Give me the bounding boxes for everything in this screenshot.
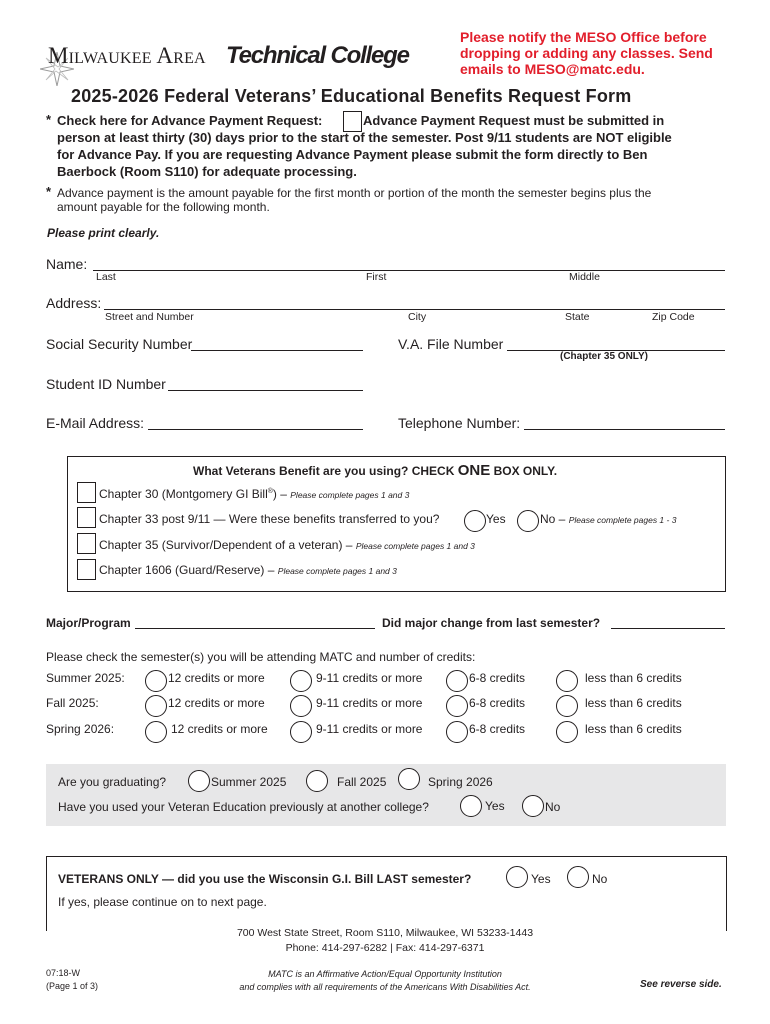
advance-text: Baerbock (Room S110) for adequate processing.: [57, 164, 357, 179]
eeo-statement: and complies with all requirements of the Americans With Disabilities Act.: [239, 982, 531, 992]
name-label: Name:: [46, 256, 88, 272]
no-label: No: [592, 872, 608, 886]
spring-12-radio[interactable]: [145, 721, 167, 743]
advance-payment-checkbox[interactable]: [343, 111, 362, 132]
fall-9-11-radio[interactable]: [290, 695, 312, 717]
logo-part2: Technical College: [226, 42, 409, 69]
graduating-spring-radio[interactable]: [398, 768, 420, 790]
yes-label: Yes: [531, 872, 551, 886]
option-label: 6-8 credits: [469, 671, 526, 685]
chapter33-no-radio[interactable]: [517, 510, 539, 532]
yes-label: Yes: [486, 512, 506, 526]
option-label: less than 6 credits: [585, 696, 682, 710]
city-label: City: [408, 311, 427, 323]
chapter35-label: Chapter 35 (Survivor/Dependent of a veteran) – Please complete pages 1 and 3: [99, 538, 475, 552]
wi-gi-no-radio[interactable]: [567, 866, 589, 888]
major-label: Major/Program: [46, 616, 131, 630]
fall-6-8-radio[interactable]: [446, 695, 468, 717]
no-label: No: [545, 800, 561, 814]
print-clearly: Please print clearly.: [47, 226, 160, 240]
student-id-label: Student ID Number: [46, 376, 166, 392]
graduating-question: Are you graduating?: [58, 775, 167, 789]
graduating-option: Fall 2025: [337, 775, 387, 789]
semester-label: Spring 2026:: [46, 722, 115, 736]
summer-6-8-radio[interactable]: [446, 670, 468, 692]
wi-gi-question: VETERANS ONLY — did you use the Wisconsin G.I. Bill LAST semester?: [58, 872, 472, 886]
continue-note: If yes, please continue on to next page.: [58, 895, 267, 909]
chapter30-label: Chapter 30 (Montgomery GI Bill®) – Please complete pages 1 and 3: [99, 487, 410, 501]
student-id-field[interactable]: [168, 390, 363, 391]
graduating-option: Spring 2026: [428, 775, 493, 789]
option-label: 9-11 credits or more: [316, 671, 423, 685]
option-label: 12 credits or more: [171, 722, 268, 736]
telephone-label: Telephone Number:: [398, 415, 521, 431]
first-label: First: [366, 271, 387, 283]
chapter33-yes-radio[interactable]: [464, 510, 486, 532]
zip-label: Zip Code: [652, 311, 695, 323]
major-field[interactable]: [135, 628, 375, 629]
eeo-statement: MATC is an Affirmative Action/Equal Opportunity Institution: [268, 969, 502, 979]
ssn-field[interactable]: [191, 350, 363, 351]
page-number: (Page 1 of 3): [46, 981, 99, 991]
used-before-question: Have you used your Veteran Education previously at another college?: [58, 800, 429, 814]
semester-label: Fall 2025:: [46, 696, 99, 710]
advance-note: amount payable for the following month.: [57, 200, 270, 214]
email-field[interactable]: [148, 429, 363, 430]
form-code: 07:18-W: [46, 968, 81, 978]
option-label: 6-8 credits: [469, 696, 526, 710]
graduating-summer-radio[interactable]: [188, 770, 210, 792]
spring-6-8-radio[interactable]: [446, 721, 468, 743]
advance-text: person at least thirty (30) days prior to the start of the semester. Post 9/11 students are NOT eligible: [57, 130, 672, 145]
chapter33-checkbox[interactable]: [77, 507, 96, 528]
address-label: Address:: [46, 295, 102, 311]
chapter30-checkbox[interactable]: [77, 482, 96, 503]
summer-12-radio[interactable]: [145, 670, 167, 692]
spring-less-6-radio[interactable]: [556, 721, 578, 743]
graduating-section: [46, 764, 726, 826]
va-file-label: V.A. File Number: [398, 336, 504, 352]
chapter35-checkbox[interactable]: [77, 533, 96, 554]
footer-address: 700 West State Street, Room S110, Milwaukee, WI 53233-1443: [236, 927, 534, 939]
major-change-field[interactable]: [611, 628, 725, 629]
fall-less-6-radio[interactable]: [556, 695, 578, 717]
used-before-no-radio[interactable]: [522, 795, 544, 817]
chapter33-label: Chapter 33 post 9/11 — Were these benefits transferred to you?: [99, 512, 440, 526]
option-label: 9-11 credits or more: [316, 696, 423, 710]
chapter33-no-label: No – Please complete pages 1 - 3: [540, 512, 677, 526]
option-label: less than 6 credits: [585, 722, 682, 736]
footer-phone: Phone: 414-297-6282 | Fax: 414-297-6371: [285, 942, 485, 954]
telephone-field[interactable]: [524, 429, 725, 430]
summer-9-11-radio[interactable]: [290, 670, 312, 692]
wi-gi-section: [46, 856, 727, 931]
chapter1606-label: Chapter 1606 (Guard/Reserve) – Please complete pages 1 and 3: [99, 563, 397, 577]
semester-prompt: Please check the semester(s) you will be attending MATC and number of credits:: [46, 650, 476, 664]
summer-less-6-radio[interactable]: [556, 670, 578, 692]
wi-gi-yes-radio[interactable]: [506, 866, 528, 888]
name-field[interactable]: [93, 270, 725, 271]
middle-label: Middle: [569, 271, 600, 283]
major-change-label: Did major change from last semester?: [382, 616, 601, 630]
logo-part1: Milwaukee Area: [48, 43, 206, 68]
graduating-fall-radio[interactable]: [306, 770, 328, 792]
address-field[interactable]: [104, 309, 725, 310]
spring-9-11-radio[interactable]: [290, 721, 312, 743]
option-label: 6-8 credits: [469, 722, 526, 736]
ssn-label: Social Security Number: [46, 336, 193, 352]
option-label: 12 credits or more: [168, 696, 265, 710]
benefits-header: What Veterans Benefit are you using? CHECK ONE BOX ONLY.: [193, 462, 558, 479]
form-title: 2025-2026 Federal Veterans’ Educational Benefits Request Form: [71, 86, 632, 106]
option-label: 12 credits or more: [168, 671, 265, 685]
advance-note: Advance payment is the amount payable for the first month or portion of the month the semester begins plus the: [57, 186, 652, 200]
semester-label: Summer 2025:: [46, 671, 125, 685]
chapter35-only-note: (Chapter 35 ONLY): [560, 351, 648, 362]
graduating-option: Summer 2025: [211, 775, 287, 789]
last-label: Last: [96, 271, 116, 283]
state-label: State: [565, 311, 590, 323]
email-label: E-Mail Address:: [46, 415, 145, 431]
used-before-yes-radio[interactable]: [460, 795, 482, 817]
advance-text: for Advance Pay. If you are requesting Advance Payment please submit the form directly to Ben: [57, 147, 648, 162]
notice-line: dropping or adding any classes. Send: [460, 45, 713, 61]
street-label: Street and Number: [105, 311, 194, 323]
option-label: less than 6 credits: [585, 671, 682, 685]
yes-label: Yes: [485, 799, 505, 813]
option-label: 9-11 credits or more: [316, 722, 423, 736]
notice-line: Please notify the MESO Office before: [460, 29, 707, 45]
notice-line: emails to MESO@matc.edu.: [460, 61, 645, 77]
advance-label: Check here for Advance Payment Request:: [57, 113, 323, 128]
fall-12-radio[interactable]: [145, 695, 167, 717]
chapter1606-checkbox[interactable]: [77, 559, 96, 580]
see-reverse: See reverse side.: [640, 979, 722, 990]
advance-text: Advance Payment Request must be submitted in: [363, 113, 665, 128]
